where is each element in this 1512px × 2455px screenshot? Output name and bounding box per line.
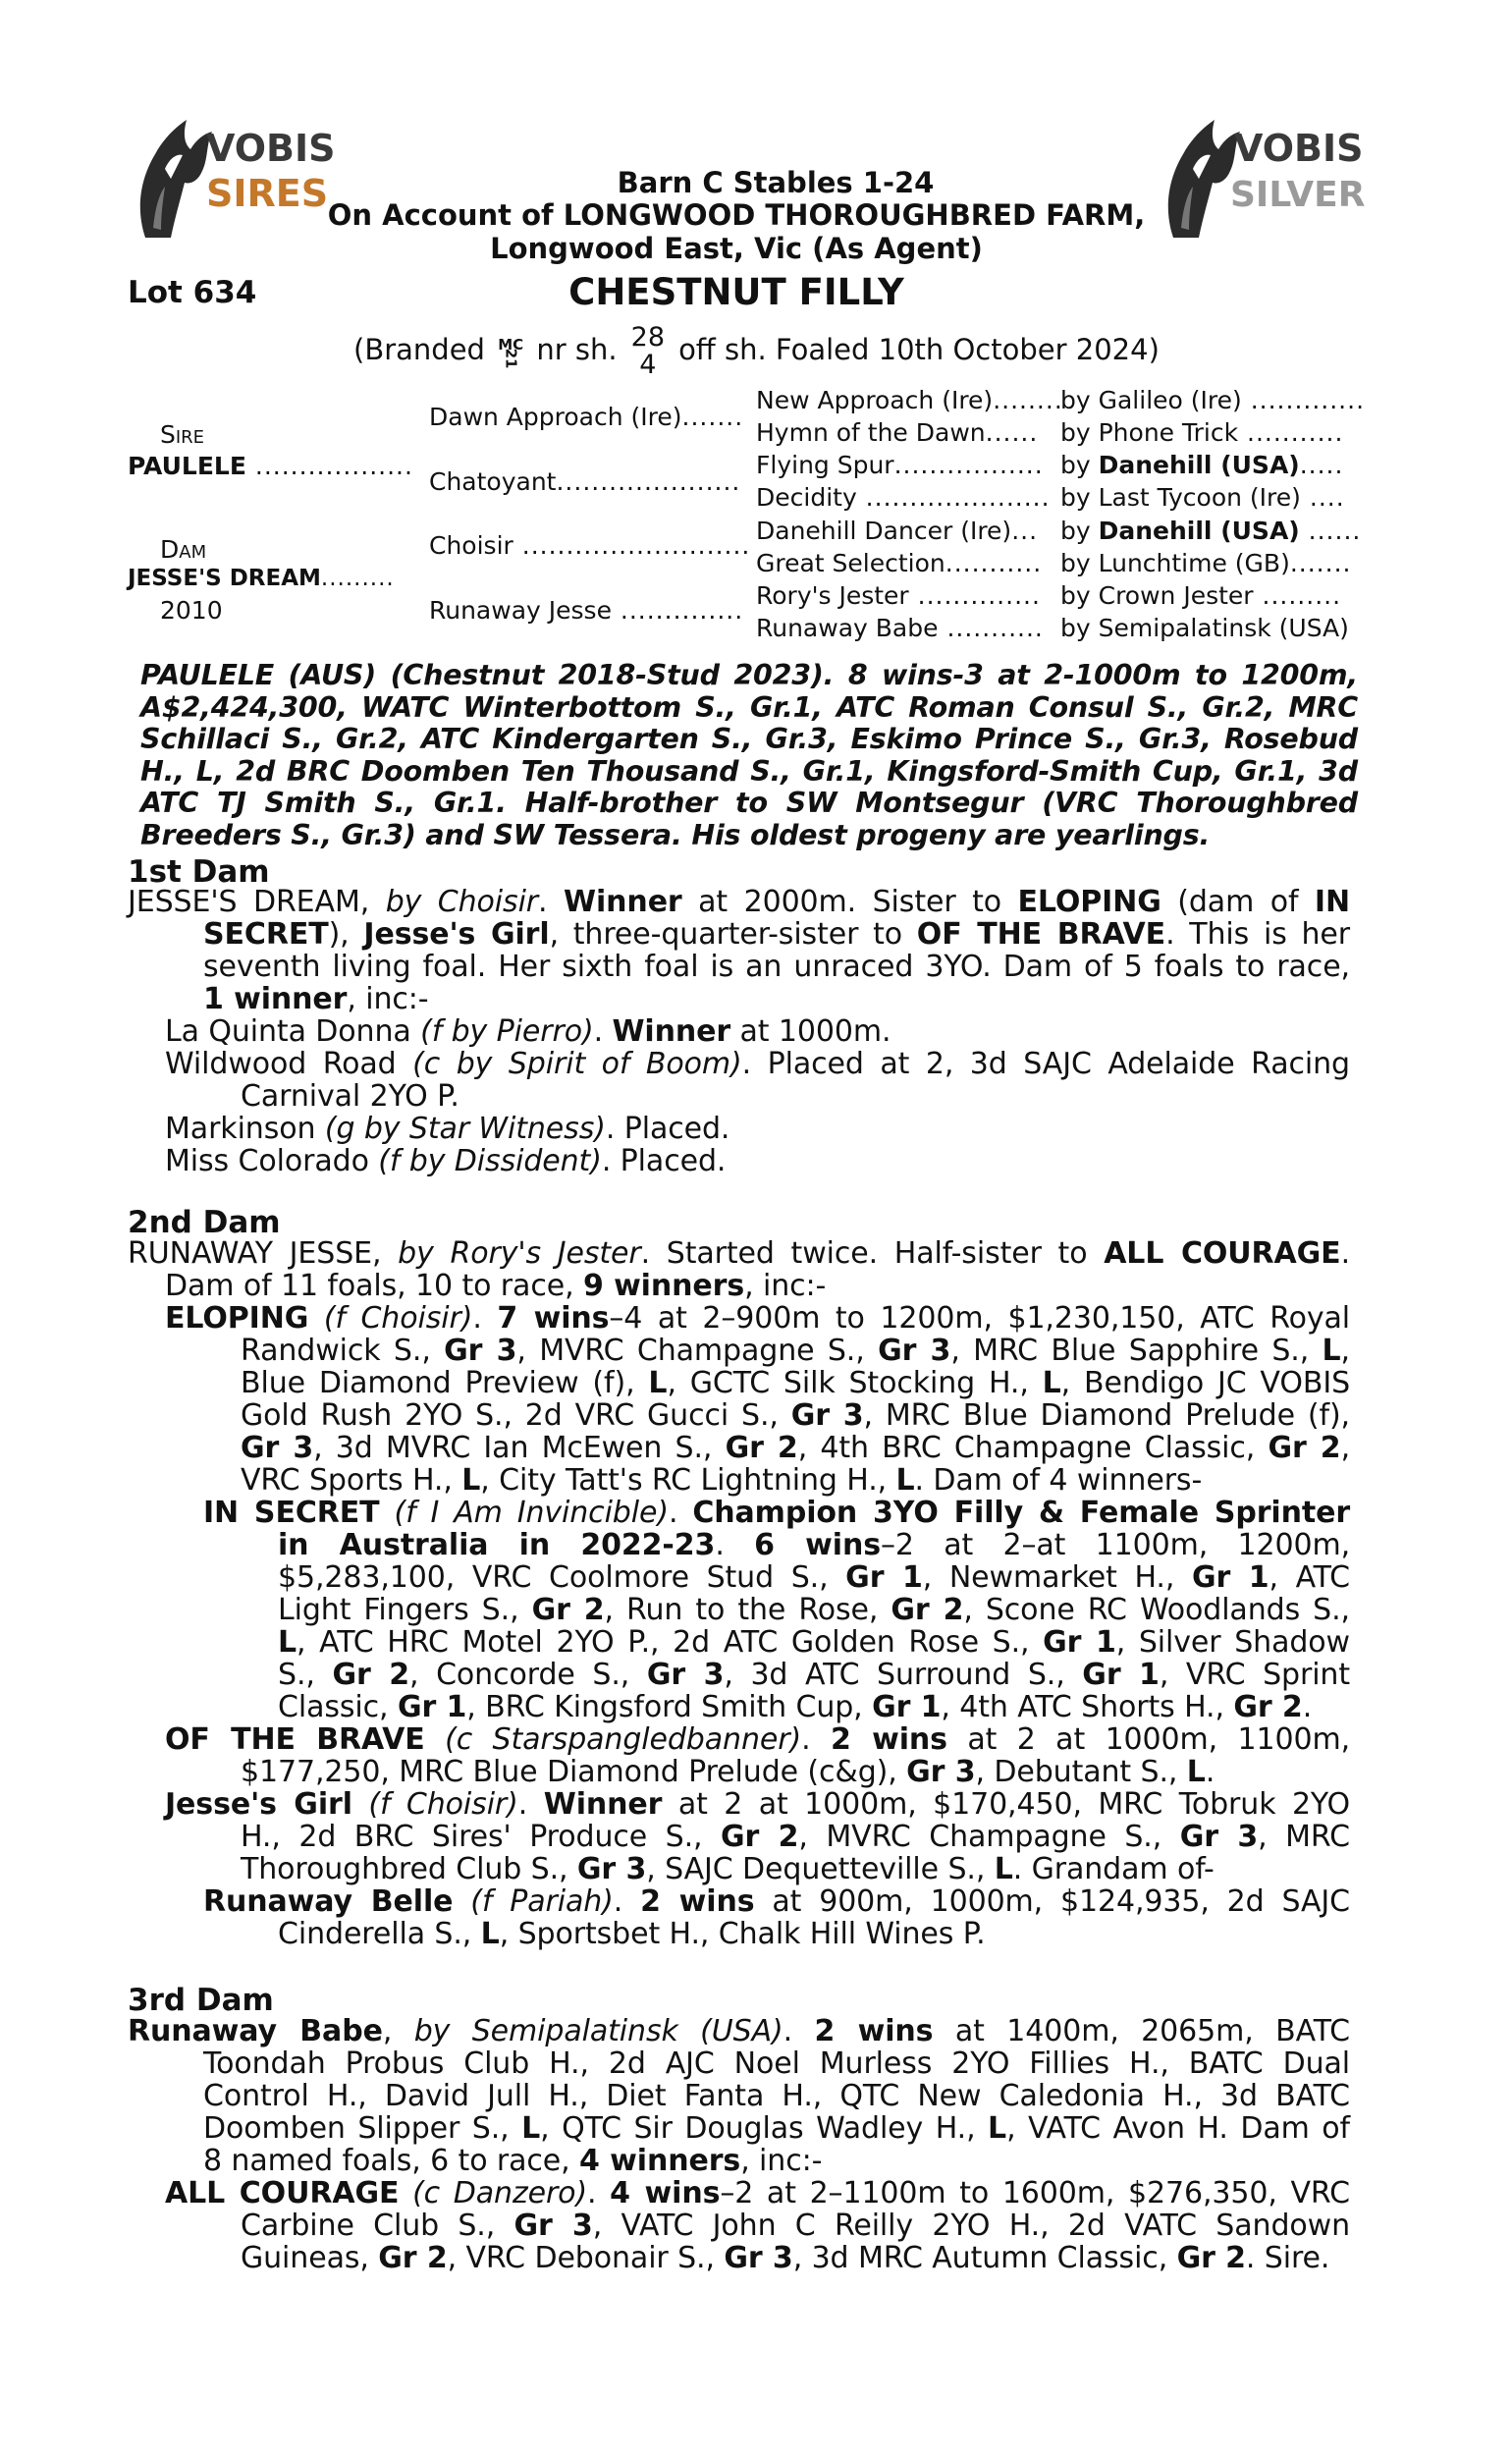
record-text: L	[1042, 1366, 1061, 1400]
first-dam-heading: 1st Dam	[128, 854, 270, 890]
record-text: $5,283,100, VRC Coolmore Stud S.,	[278, 1560, 846, 1595]
record-line	[203, 2112, 1350, 2145]
record-text: ),	[328, 917, 364, 952]
record-text: , inc:-	[744, 1269, 827, 1303]
record-text: by Rory's Jester	[398, 1236, 641, 1271]
record-line	[241, 2210, 1350, 2242]
brand-mid: nr sh.	[536, 333, 618, 366]
grandparent-1: Dawn Approach (Ire).......	[429, 403, 744, 431]
record-text: ELOPING	[1017, 885, 1161, 919]
record-text: Carnival 2YO P.	[241, 1079, 459, 1114]
record-text: OF THE BRAVE	[916, 917, 1166, 952]
brand-line	[353, 324, 1160, 379]
record-line	[241, 1335, 1350, 1367]
dam-name: JESSE'S DREAM.........	[128, 566, 395, 591]
record-text: , BRC Kingsford Smith Cup,	[466, 1690, 873, 1724]
record-text: ALL COURAGE	[1104, 1236, 1341, 1271]
great-sire-2: by Phone Trick ...........	[1060, 418, 1344, 447]
record-text: SECRET	[203, 917, 329, 952]
record-text: .	[1340, 1236, 1351, 1271]
brand-post: off sh. Foaled 10th October 2024)	[678, 333, 1160, 366]
sire-name: PAULELE ..................	[128, 452, 413, 480]
svg-text:VOBIS: VOBIS	[1234, 127, 1364, 170]
record-line	[241, 1464, 1202, 1497]
record-text: . Placed.	[601, 1144, 727, 1178]
record-text	[425, 1722, 445, 1757]
record-text: Guineas,	[241, 2241, 379, 2275]
record-line	[241, 1367, 1350, 1399]
record-text: , MRC	[1258, 1820, 1350, 1854]
record-text: Gr 2	[1176, 2241, 1246, 2275]
record-text: (c by Spirit of Boom)	[412, 1047, 742, 1081]
great-grandparent-2: Hymn of the Dawn......	[756, 418, 1039, 447]
record-text: L	[988, 2111, 1007, 2146]
record-text: Winner	[564, 885, 682, 919]
record-text: . Dam of 4 winners-	[914, 1463, 1203, 1498]
record-text: Thoroughbred Club S.,	[241, 1852, 577, 1886]
record-text: Cinderella S.,	[278, 1917, 481, 1951]
brand-mark: MC 21	[498, 336, 524, 369]
record-text	[308, 1301, 324, 1336]
record-text: S.,	[278, 1658, 333, 1692]
grandparent-2: Chatoyant.....................	[429, 467, 741, 496]
record-text: seventh living foal. Her sixth foal is an unraced 3YO. Dam of 5 foals to race,	[203, 950, 1350, 984]
record-text: Gr 2	[531, 1593, 605, 1627]
record-text: Gr 2	[891, 1593, 964, 1627]
record-text: Gr 1	[1082, 1658, 1160, 1692]
record-text: (f Choisir)	[368, 1787, 518, 1822]
record-line	[203, 1497, 1350, 1529]
record-line	[241, 1821, 1350, 1853]
record-text: ,	[1340, 1334, 1350, 1368]
great-grandparent-4: Decidity .....................	[756, 483, 1051, 512]
second-dam-heading: 2nd Dam	[128, 1205, 281, 1240]
record-text: , City Tatt's RC Lightning H.,	[480, 1463, 896, 1498]
record-text: 1 winner	[203, 982, 348, 1016]
record-text: 9 winners	[582, 1269, 745, 1303]
record-text: Gr 2	[725, 1431, 798, 1465]
record-text: .	[1205, 1755, 1215, 1789]
record-text	[399, 2176, 412, 2210]
great-grandparent-7: Rory's Jester ..............	[756, 581, 1041, 610]
record-text: , Concorde S.,	[409, 1658, 647, 1692]
record-text: .	[715, 1528, 755, 1562]
record-text: .	[668, 1496, 693, 1530]
record-text: OF THE BRAVE	[165, 1722, 425, 1757]
record-text: Gr 1	[1043, 1625, 1116, 1660]
record-text: 2 wins	[814, 2014, 934, 2048]
record-text: at 900m, 1000m, $124,935, 2d SAJC	[754, 1884, 1350, 1919]
record-text: , inc:-	[740, 2144, 823, 2178]
record-text: Gr 3	[906, 1755, 976, 1789]
record-text: , VRC Sprint	[1159, 1658, 1350, 1692]
record-text: Gr 3	[878, 1334, 951, 1368]
record-line	[241, 2242, 1329, 2274]
record-text: .	[517, 1787, 544, 1822]
lot-number: Lot 634	[128, 275, 257, 310]
record-text: , MRC Blue Sapphire S.,	[950, 1334, 1323, 1368]
record-line	[165, 1788, 1350, 1821]
barn-line: Barn C Stables 1-24	[617, 166, 935, 199]
record-text: by Choisir	[385, 885, 539, 919]
record-text: , 3d MRC Autumn Classic,	[792, 2241, 1177, 2275]
record-text: Gr 3	[513, 2209, 593, 2243]
grandparent-3: Choisir ..........................	[429, 531, 751, 560]
record-line	[128, 886, 1350, 918]
great-grandparent-8: Runaway Babe ...........	[756, 614, 1044, 642]
record-line	[165, 1270, 826, 1302]
brand-pre: (Branded	[353, 333, 485, 366]
great-sire-3: by Danehill (USA).....	[1060, 451, 1344, 479]
record-text: Gr 3	[576, 1852, 647, 1886]
record-text: 2 wins	[640, 1884, 755, 1919]
record-text: Randwick S.,	[241, 1334, 445, 1368]
record-text: Champion 3YO Filly & Female Sprinter	[692, 1496, 1351, 1530]
record-text: . Placed at 2, 3d SAJC Adelaide Racing	[741, 1047, 1350, 1081]
record-text: (c Starspangledbanner)	[445, 1722, 802, 1757]
record-text: . Grandam of-	[1012, 1852, 1215, 1886]
record-text: Gr 3	[646, 1658, 725, 1692]
record-text: Doomben Slipper S.,	[203, 2111, 522, 2146]
record-text: , GCTC Silk Stocking H.,	[667, 1366, 1043, 1400]
record-text: Wildwood Road	[165, 1047, 413, 1081]
record-text: .	[613, 1884, 641, 1919]
record-text: Classic,	[278, 1690, 398, 1724]
record-text: L	[1322, 1334, 1341, 1368]
record-text: , 4th ATC Shorts H.,	[941, 1690, 1234, 1724]
record-text: L	[278, 1625, 297, 1660]
record-text: (f Choisir)	[323, 1301, 473, 1336]
record-line	[165, 1723, 1350, 1756]
record-text: .	[1302, 1690, 1313, 1724]
great-grandparent-5: Danehill Dancer (Ire)...	[756, 517, 1039, 545]
record-line	[278, 1626, 1350, 1659]
svg-text:SILVER: SILVER	[1230, 175, 1366, 215]
record-text: ,	[382, 2014, 414, 2048]
record-text: .	[593, 1014, 613, 1049]
record-text: . Started twice. Half-sister to	[640, 1236, 1105, 1271]
record-line	[278, 1594, 1350, 1626]
record-text: –2 at 2–1100m to 1600m, $276,350, VRC	[720, 2176, 1350, 2210]
record-text: , Newmarket H.,	[922, 1560, 1192, 1595]
record-text: L	[480, 1917, 500, 1951]
record-text: 7 wins	[497, 1301, 610, 1336]
record-text: , 3d MVRC Ian McEwen S.,	[313, 1431, 726, 1465]
record-text: Light Fingers S.,	[278, 1593, 532, 1627]
record-text: L	[895, 1463, 915, 1498]
record-text: in Australia in 2022-23	[278, 1528, 716, 1562]
record-text: . Placed.	[605, 1112, 730, 1146]
record-line	[278, 1529, 1350, 1561]
grandparent-4: Runaway Jesse ..............	[429, 596, 744, 625]
record-text: Jesse's Girl	[363, 917, 550, 952]
record-text: ALL COURAGE	[165, 2176, 400, 2210]
record-line	[203, 918, 1350, 951]
record-text: , Run to the Rose,	[604, 1593, 891, 1627]
record-text: , Bendigo JC VOBIS	[1060, 1366, 1351, 1400]
great-sire-4: by Last Tycoon (Ire) ....	[1060, 483, 1345, 512]
sire-summary: PAULELE (AUS) (Chestnut 2018-Stud 2023). 8 wins-3 at 2-1000m to 1200m, A$2,424,300, WATC Winterbottom S., Gr.1, ATC Roman Consul S., Gr.2, MRC Schillaci S., Gr.2, ATC Kindergarten S., Gr.3, Eskimo Prince S., Gr.3, Rosebud H., L, 2d BRC Doomben Ten Thousand S., Gr.1, Kingsford-Smith Cup, Gr.1, 3d ATC TJ Smith S., Gr.1. Half-brother to SW Montsegur (VRC Thoroughbred Breeders S., Gr.3) and SW Tessera. His oldest progeny are yearlings.	[140, 659, 1358, 851]
record-text: , inc:-	[347, 982, 429, 1016]
record-text: Gr 1	[1191, 1560, 1269, 1595]
great-grandparent-6: Great Selection...........	[756, 549, 1043, 577]
record-text: (g by Star Witness)	[324, 1112, 606, 1146]
record-text: , Silver Shadow	[1115, 1625, 1350, 1660]
record-text: H., 2d BRC Sires' Produce S.,	[241, 1820, 721, 1854]
record-text: L	[461, 1463, 481, 1498]
record-line	[203, 2080, 1350, 2112]
record-text: ELOPING	[165, 1301, 309, 1336]
record-text: , Debutant S.,	[975, 1755, 1187, 1789]
record-text: Winner	[543, 1787, 663, 1822]
account-line: On Account of LONGWOOD THOROUGHBRED FARM,	[327, 198, 1146, 232]
record-line	[203, 2047, 1350, 2080]
record-line	[203, 2145, 822, 2177]
record-text: La Quinta Donna	[165, 1014, 421, 1049]
record-line	[278, 1918, 986, 1950]
record-line	[278, 1561, 1350, 1594]
great-sire-7: by Crown Jester .........	[1060, 581, 1342, 610]
brand-number: 28 4	[630, 322, 666, 380]
record-text: –4 at 2–900m to 1200m, $1,230,150, ATC Royal	[609, 1301, 1351, 1336]
great-grandparent-1: New Approach (Ire)........	[756, 386, 1063, 414]
record-text: .	[801, 1722, 831, 1757]
record-text: Gr 3	[444, 1334, 517, 1368]
record-text: L	[1186, 1755, 1206, 1789]
record-text: Toondah Probus Club H., 2d AJC Noel Murless 2YO Fillies H., BATC Dual	[203, 2046, 1350, 2081]
record-text: Gr 1	[845, 1560, 923, 1595]
record-text: Control H., David Jull H., Diet Fanta H., QTC New Caledonia H., 3d BATC	[203, 2079, 1350, 2113]
great-sire-5: by Danehill (USA) ......	[1060, 517, 1362, 545]
record-text: 4 wins	[610, 2176, 721, 2210]
record-text: , Sportsbet H., Chalk Hill Wines P.	[499, 1917, 986, 1951]
dam-label: Dam	[160, 535, 207, 564]
record-text: , SAJC Dequetteville S.,	[646, 1852, 995, 1886]
record-text: RUNAWAY JESSE,	[128, 1236, 399, 1271]
record-text: (f by Pierro)	[420, 1014, 594, 1049]
record-text: , MRC Blue Diamond Prelude (f),	[863, 1398, 1350, 1433]
record-text: 2 wins	[830, 1722, 947, 1757]
record-text: Gold Rush 2YO S., 2d VRC Gucci S.,	[241, 1398, 791, 1433]
location-line: Longwood East, Vic (As Agent)	[490, 232, 983, 265]
record-line	[278, 1659, 1350, 1691]
record-text: Carbine Club S.,	[241, 2209, 514, 2243]
record-line	[165, 1302, 1350, 1335]
record-text: JESSE'S DREAM,	[128, 885, 386, 919]
record-text	[352, 1787, 368, 1822]
record-line	[165, 2177, 1350, 2210]
record-text: (f Pariah)	[470, 1884, 614, 1919]
record-text: .	[538, 885, 564, 919]
record-text: , ATC HRC Motel 2YO P., 2d ATC Golden Rose S.,	[297, 1625, 1044, 1660]
record-line	[241, 1756, 1215, 1788]
horse-title: CHESTNUT FILLY	[568, 271, 904, 313]
record-line	[241, 1080, 459, 1113]
record-text: by Semipalatinsk (USA)	[413, 2014, 783, 2048]
record-text: $177,250, MRC Blue Diamond Prelude (c&g),	[241, 1755, 907, 1789]
record-line	[128, 2015, 1350, 2047]
record-line	[203, 983, 429, 1015]
record-text: Gr 3	[790, 1398, 864, 1433]
record-line	[165, 1113, 729, 1145]
record-line	[278, 1691, 1312, 1723]
record-text: L	[994, 1852, 1013, 1886]
record-text: at 1000m.	[730, 1014, 891, 1049]
record-text: Dam of 11 foals, 10 to race,	[165, 1269, 583, 1303]
record-line	[241, 1432, 1350, 1464]
record-text: Gr 3	[724, 2241, 793, 2275]
record-text: .	[783, 2014, 815, 2048]
record-text: (c Danzero)	[412, 2176, 588, 2210]
record-text: . This is her	[1165, 917, 1350, 952]
record-text: Jesse's Girl	[165, 1787, 352, 1822]
record-text: –2 at 2–at 1100m, 1200m,	[880, 1528, 1350, 1562]
record-text: , three-quarter-sister to	[549, 917, 917, 952]
record-line	[128, 1237, 1350, 1270]
record-text	[380, 1496, 395, 1530]
record-text: Miss Colorado	[165, 1144, 379, 1178]
great-sire-8: by Semipalatinsk (USA)	[1060, 614, 1349, 642]
record-line	[241, 1399, 1350, 1432]
record-text: , 3d ATC Surround S.,	[724, 1658, 1083, 1692]
record-line	[241, 1853, 1215, 1885]
record-text: Gr 3	[1179, 1820, 1259, 1854]
record-text: Runaway Babe	[128, 2014, 383, 2048]
record-text: .	[587, 2176, 611, 2210]
record-text: , Scone RC Woodlands S.,	[963, 1593, 1350, 1627]
record-text: at 1400m, 2065m, BATC	[933, 2014, 1351, 2048]
record-text: , 4th BRC Champagne Classic,	[797, 1431, 1269, 1465]
record-text: . Sire.	[1245, 2241, 1330, 2275]
record-text: Gr 2	[378, 2241, 448, 2275]
record-text: at 2000m. Sister to	[681, 885, 1018, 919]
record-text: (f I Am Invincible)	[394, 1496, 669, 1530]
record-text: Markinson	[165, 1112, 325, 1146]
dam-year: 2010	[160, 596, 223, 625]
record-text: 8 named foals, 6 to race,	[203, 2144, 580, 2178]
record-text: Gr 1	[397, 1690, 467, 1724]
record-text: 4 winners	[579, 2144, 741, 2178]
great-grandparent-3: Flying Spur.................	[756, 451, 1044, 479]
record-text: , QTC Sir Douglas Wadley H.,	[540, 2111, 989, 2146]
record-text: Blue Diamond Preview (f),	[241, 1366, 649, 1400]
record-text: ,	[1340, 1431, 1351, 1465]
third-dam-heading: 3rd Dam	[128, 1983, 274, 2018]
record-text: Gr 2	[1233, 1690, 1303, 1724]
record-text: Gr 2	[332, 1658, 409, 1692]
record-text: L	[521, 2111, 541, 2146]
svg-text:VOBIS: VOBIS	[206, 127, 336, 170]
record-line	[165, 1048, 1350, 1080]
record-text: (f by Dissident)	[378, 1144, 602, 1178]
record-text: Runaway Belle	[203, 1884, 454, 1919]
record-text: , MVRC Champagne S.,	[516, 1334, 879, 1368]
record-text	[453, 1884, 470, 1919]
record-text: , VRC Debonair S.,	[447, 2241, 725, 2275]
record-text: , MVRC Champagne S.,	[798, 1820, 1180, 1854]
sire-label: Sire	[160, 420, 205, 449]
record-text: Gr 3	[241, 1431, 314, 1465]
record-text: VRC Sports H.,	[241, 1463, 462, 1498]
record-text: Winner	[612, 1014, 731, 1049]
record-text: (dam of	[1161, 885, 1315, 919]
record-text: Gr 2	[1268, 1431, 1341, 1465]
record-line	[203, 951, 1350, 983]
record-text: at 2 at 1000m, $170,450, MRC Tobruk 2YO	[662, 1787, 1351, 1822]
svg-text:SIRES: SIRES	[206, 172, 329, 215]
record-text: Gr 2	[720, 1820, 799, 1854]
record-line	[203, 1885, 1350, 1918]
record-text: Gr 1	[872, 1690, 942, 1724]
record-text: , VATC Avon H. Dam of	[1006, 2111, 1351, 2146]
record-line	[165, 1015, 891, 1048]
record-text: at 2 at 1000m, 1100m,	[946, 1722, 1351, 1757]
record-text: IN SECRET	[203, 1496, 380, 1530]
record-text: .	[472, 1301, 498, 1336]
great-sire-1: by Galileo (Ire) .............	[1060, 386, 1366, 414]
record-line	[165, 1145, 726, 1177]
record-text: IN	[1314, 885, 1350, 919]
great-sire-6: by Lunchtime (GB).......	[1060, 549, 1352, 577]
record-text: , ATC	[1269, 1560, 1350, 1595]
record-text: , VATC John C Reilly 2YO H., 2d VATC Sandown	[592, 2209, 1350, 2243]
record-text: 6 wins	[754, 1528, 881, 1562]
record-text: L	[648, 1366, 668, 1400]
